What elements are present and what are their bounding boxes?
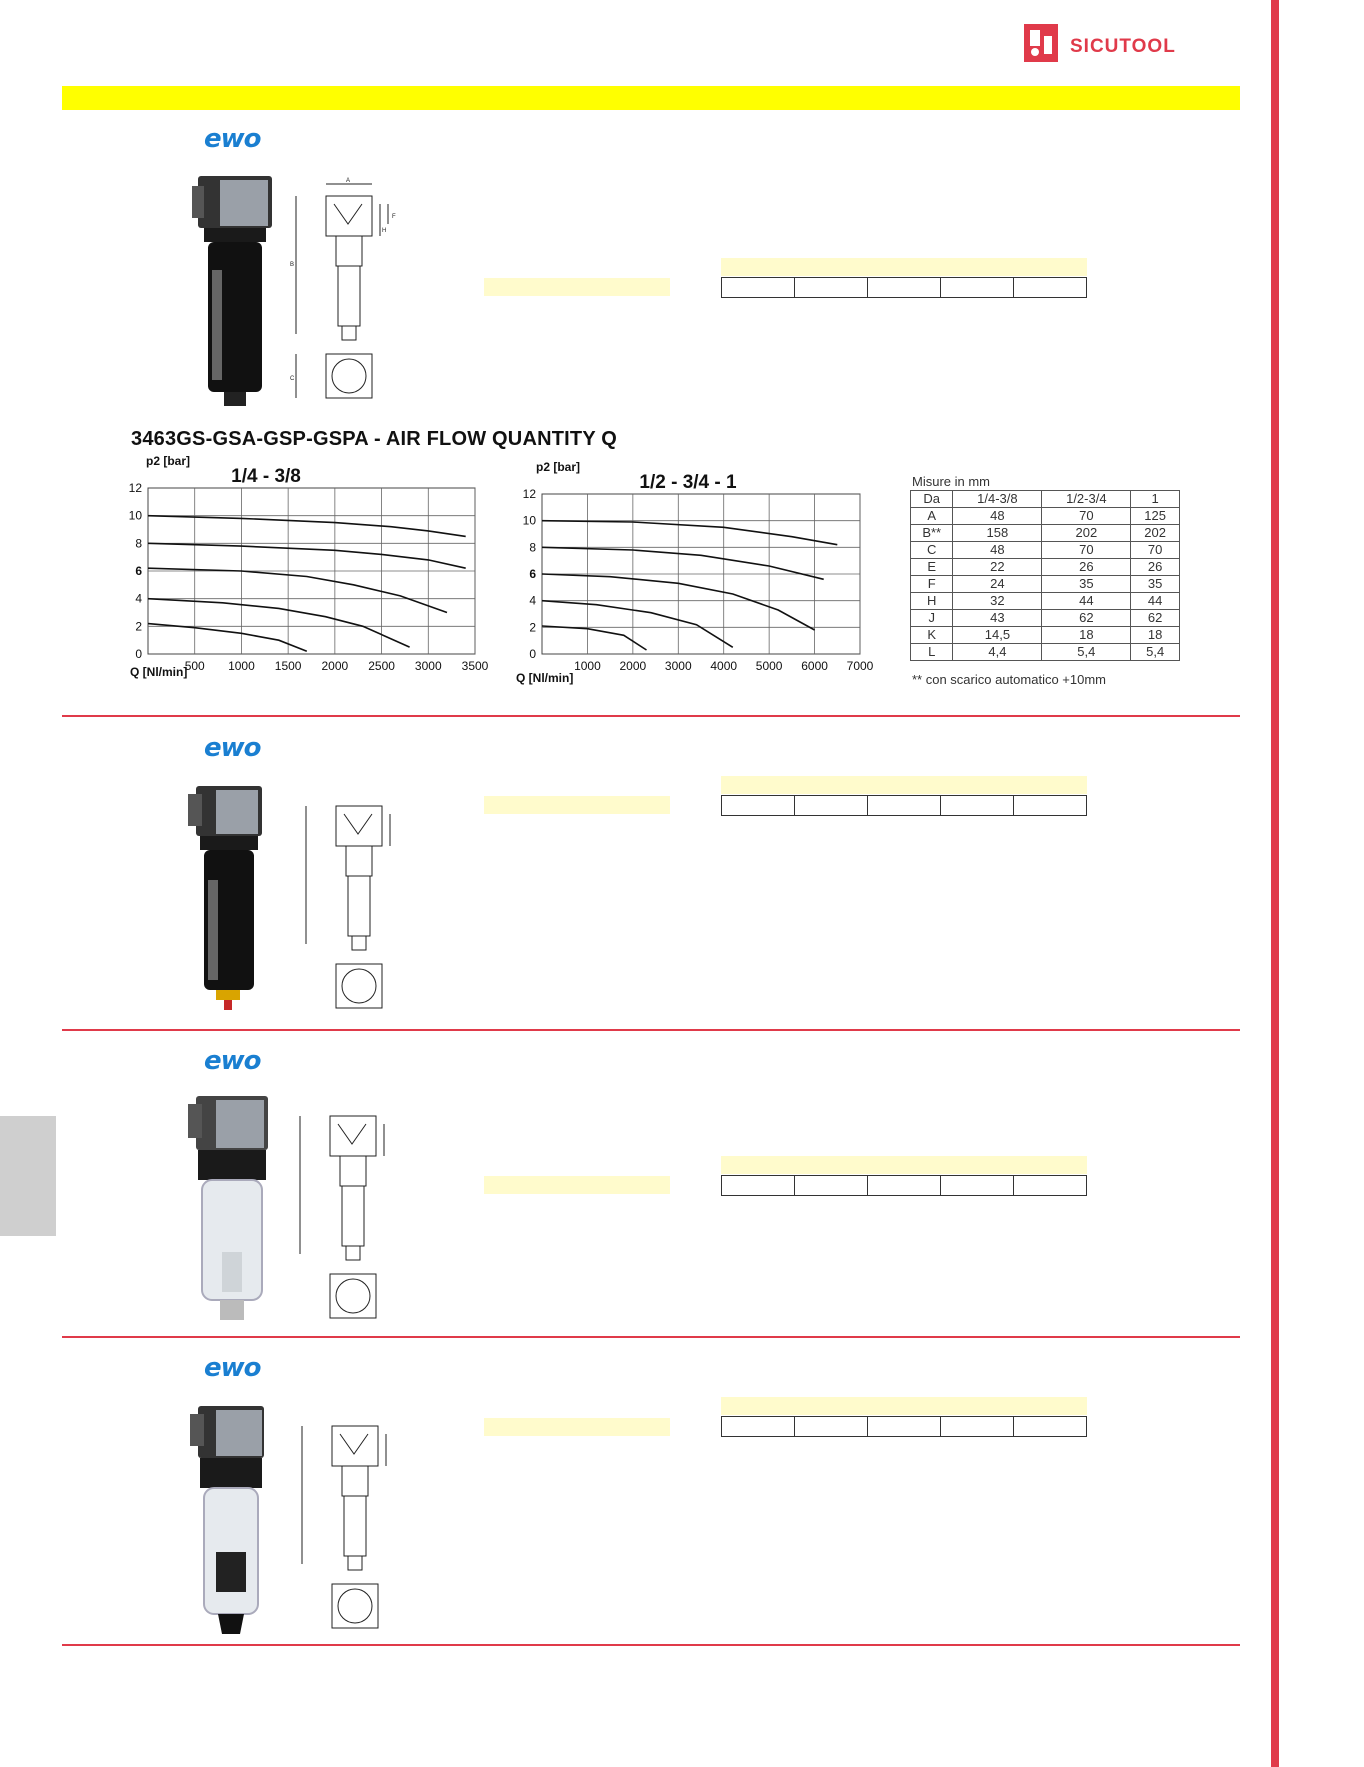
y-tick-label: 6	[135, 564, 142, 578]
table-cell: B**	[911, 525, 953, 542]
chart-title: 1/2 - 3/4 - 1	[639, 472, 737, 493]
y-tick-label: 8	[135, 536, 142, 551]
table-cell: 5,4	[1042, 644, 1131, 661]
table-cell: 35	[1131, 576, 1180, 593]
chart-series	[542, 521, 837, 650]
flow-chart-small	[118, 454, 488, 686]
table-cell: K	[911, 627, 953, 644]
table-cell: 14,5	[953, 627, 1042, 644]
series-line	[542, 601, 733, 648]
dim-label-b: B	[290, 262, 295, 268]
table-cell: H	[911, 593, 953, 610]
table-cell: F	[911, 576, 953, 593]
table-cell: 70	[1042, 542, 1131, 559]
dim-label-a: A	[346, 178, 351, 184]
table-header-cell: 1	[1131, 491, 1180, 508]
dims-footnote: ** con scarico automatico +10mm	[912, 672, 1107, 687]
dimension-drawing	[288, 174, 404, 404]
y-tick-label: 6	[529, 567, 536, 581]
y-tick-label: 2	[529, 620, 536, 635]
yellow-header-band	[62, 86, 1240, 110]
x-tick-label: 500	[184, 659, 205, 673]
y-tick-label: 0	[135, 647, 142, 661]
spec-table-row	[721, 795, 1087, 816]
table-cell: 26	[1131, 559, 1180, 576]
y-tick-label: 4	[135, 591, 142, 606]
filter-photo-black	[190, 170, 285, 410]
y-axis-label: p2 [bar]	[146, 454, 191, 468]
brand-name: SICUTOOL	[1070, 36, 1176, 57]
spec-label-strip	[484, 1176, 670, 1194]
series-line	[542, 521, 837, 545]
spec-table-header	[721, 1397, 1087, 1415]
sicutool-emblem-icon	[1022, 22, 1062, 66]
spec-table-row	[721, 1416, 1087, 1437]
table-cell: 62	[1042, 610, 1131, 627]
gray-section-tab	[0, 1116, 56, 1236]
spec-label-strip	[484, 796, 670, 814]
table-row	[911, 525, 1180, 542]
spec-label-strip	[484, 1418, 670, 1436]
series-line	[148, 568, 447, 612]
table-cell: 32	[953, 593, 1042, 610]
chart-title: 1/4 - 3/8	[231, 466, 301, 487]
y-tick-label: 10	[128, 508, 142, 523]
dimensions-table	[910, 490, 1180, 661]
spec-label-strip	[484, 278, 670, 296]
table-cell: 158	[953, 525, 1042, 542]
series-line	[148, 516, 466, 537]
y-tick-label: 8	[529, 540, 536, 555]
table-cell: 48	[953, 542, 1042, 559]
table-cell: 70	[1131, 542, 1180, 559]
x-tick-label: 7000	[846, 659, 874, 673]
table-cell: 24	[953, 576, 1042, 593]
table-cell: 4,4	[953, 644, 1042, 661]
x-tick-label: 2000	[619, 659, 647, 673]
table-cell: C	[911, 542, 953, 559]
table-header-cell: 1/2-3/4	[1042, 491, 1131, 508]
ewo-logo: ewo	[204, 124, 261, 154]
table-row	[911, 559, 1180, 576]
x-tick-label: 1000	[228, 659, 255, 673]
table-cell: 44	[1131, 593, 1180, 610]
right-red-bar	[1271, 0, 1279, 1767]
chart-grid	[542, 494, 860, 654]
ewo-logo: ewo	[204, 733, 261, 763]
table-cell: 125	[1131, 508, 1180, 525]
x-axis-label: Q [Nl/min]	[130, 665, 188, 679]
table-cell: 22	[953, 559, 1042, 576]
dim-label-h: H	[382, 228, 387, 234]
x-tick-label: 3000	[414, 659, 442, 673]
dimension-drawing	[292, 1094, 408, 1324]
ewo-logo: ewo	[204, 1353, 261, 1383]
spec-table-header	[721, 776, 1087, 794]
section-divider	[62, 1029, 1240, 1031]
x-tick-label: 3000	[664, 659, 692, 673]
table-row	[911, 508, 1180, 525]
table-cell: 35	[1042, 576, 1131, 593]
x-tick-label: 6000	[801, 659, 828, 673]
series-line	[148, 543, 466, 568]
x-tick-label: 3500	[461, 659, 488, 673]
dims-caption: Misure in mm	[912, 474, 991, 489]
table-cell: 202	[1042, 525, 1131, 542]
spec-table-row	[721, 1175, 1087, 1196]
table-header-row	[911, 491, 1180, 508]
table-cell: A	[911, 508, 953, 525]
dim-label-c: C	[290, 376, 295, 382]
filter-photo-transparent	[186, 1092, 284, 1330]
x-tick-label: 1000	[574, 659, 601, 673]
table-row	[911, 644, 1180, 661]
x-tick-label: 2000	[321, 659, 349, 673]
table-cell: E	[911, 559, 953, 576]
table-cell: 43	[953, 610, 1042, 627]
table-cell: J	[911, 610, 953, 627]
flow-chart-large	[516, 460, 886, 692]
table-cell: 18	[1131, 627, 1180, 644]
x-tick-label: 1500	[274, 659, 302, 673]
x-axis-label: Q [Nl/min]	[516, 671, 574, 685]
x-tick-label: 2500	[368, 659, 395, 673]
dimension-drawing	[294, 1404, 410, 1634]
table-cell: L	[911, 644, 953, 661]
chart-series	[148, 516, 466, 652]
table-cell: 18	[1042, 627, 1131, 644]
spec-table-header	[721, 1156, 1087, 1174]
filter-photo-black-autodrain	[186, 780, 276, 1015]
section-divider	[62, 715, 1240, 717]
table-header-cell: 1/4-3/8	[953, 491, 1042, 508]
y-tick-label: 0	[529, 647, 536, 661]
table-header-cell: Da	[911, 491, 953, 508]
table-cell: 70	[1042, 508, 1131, 525]
table-row	[911, 542, 1180, 559]
dim-label-f: F	[392, 214, 396, 220]
y-axis-label: p2 [bar]	[536, 460, 581, 474]
brand-logo	[1022, 22, 1212, 68]
section-divider	[62, 1644, 1240, 1646]
y-tick-label: 4	[529, 593, 536, 608]
x-tick-label: 4000	[710, 659, 738, 673]
series-line	[542, 547, 824, 579]
table-cell: 62	[1131, 610, 1180, 627]
table-row	[911, 627, 1180, 644]
table-row	[911, 576, 1180, 593]
table-row	[911, 610, 1180, 627]
ewo-logo: ewo	[204, 1046, 261, 1076]
spec-table-header	[721, 258, 1087, 276]
y-tick-label: 10	[522, 513, 536, 528]
y-tick-label: 12	[128, 481, 142, 495]
x-tick-label: 5000	[755, 659, 783, 673]
series-line	[542, 626, 647, 650]
y-tick-label: 12	[522, 487, 536, 501]
section-divider	[62, 1336, 1240, 1338]
table-cell: 5,4	[1131, 644, 1180, 661]
table-cell: 26	[1042, 559, 1131, 576]
filter-photo-transparent-drain	[188, 1402, 280, 1638]
table-row	[911, 593, 1180, 610]
chart-grid	[148, 488, 475, 654]
table-cell: 202	[1131, 525, 1180, 542]
table-cell: 48	[953, 508, 1042, 525]
flow-chart-title: 3463GS-GSA-GSP-GSPA - AIR FLOW QUANTITY Q	[131, 428, 618, 450]
spec-table-row	[721, 277, 1087, 298]
dimension-drawing	[298, 784, 414, 1014]
chart-ticks	[523, 487, 874, 673]
series-line	[148, 624, 307, 652]
y-tick-label: 2	[135, 619, 142, 634]
table-cell: 44	[1042, 593, 1131, 610]
